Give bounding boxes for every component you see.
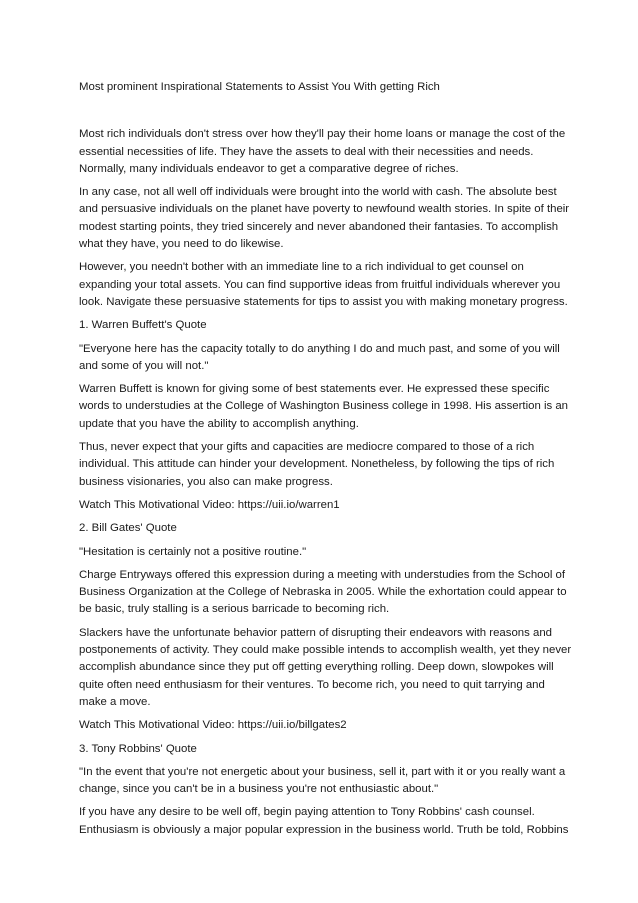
video-link-warren: Watch This Motivational Video: https://uii.io/warren1 [79,498,340,511]
quote-bill-gates: "Hesitation is certainly not a positive routine." [79,545,307,558]
document-title: Most prominent Inspirational Statements to Assist You With getting Rich [79,81,440,93]
section-heading-warren-buffett: 1. Warren Buffett's Quote [79,319,207,332]
section-heading-bill-gates: 2. Bill Gates' Quote [79,522,177,535]
paragraph: Warren Buffett is known for giving some of best statements ever. He expressed these specific words to understudies at the College of Washington Business college in 1998. His assertion is an update that you have the ability to accomplish anything. [79,383,569,430]
paragraph: Slackers have the unfortunate behavior pattern of disrupting their endeavors with reasons and postponements of activity. They could make possible intends to accomplish wealth, yet they never accomplish abundance since they put off getting everything rolling. Deep down, slowpokes will quite often need enthusiasm for their ventures. To become rich, you need to quit tarrying and make a move. [79,626,572,708]
paragraph: Thus, never expect that your gifts and capacities are mediocre compared to those of a rich individual. This attitude can hinder your development. Nonetheless, by following the tips of rich business visionaries, you also can make progress. [79,441,555,488]
section-heading-tony-robbins: 3. Tony Robbins' Quote [79,742,197,755]
paragraph: If you have any desire to be well off, begin paying attention to Tony Robbins' cash counsel. Enthusiasm is obviously a major popular expression in the business world. Truth be told, Robbins [79,806,569,836]
paragraph: However, you needn't bother with an immediate line to a rich individual to get counsel on expanding your total assets. You can find supportive ideas from fruitful individuals wherever you look. Navigate these persuasive statements for tips to assist you with making monetary progress. [79,261,568,308]
video-link-billgates: Watch This Motivational Video: https://uii.io/billgates2 [79,719,347,732]
quote-warren-buffett: "Everyone here has the capacity totally to do anything I do and much past, and some of you will and some of you will not." [79,342,560,372]
paragraph: In any case, not all well off individuals were brought into the world with cash. The absolute best and persuasive individuals on the planet have poverty to newfound wealth stories. In spite of their modest starting points, they tried sincerely and never abandoned their fantasies. To accomplish what they have, you need to do likewise. [79,186,570,251]
quote-tony-robbins: "In the event that you're not energetic about your business, sell it, part with it or you really want a change, since you can't be in a business you're not enthusiastic about." [79,765,566,796]
paragraph-intro: Most rich individuals don't stress over how they'll pay their home loans or manage the cost of the essential necessities of life. They have the assets to deal with their necessities and needs. Normally, many individuals endeavor to get a comparative degree of riches. [79,128,566,175]
paragraph: Charge Entryways offered this expression during a meeting with understudies from the School of Business Organization at the College of Nebraska in 2005. While the exhortation could appear to be basic, truly stalling is a serious barricade to becoming rich. [79,568,567,616]
